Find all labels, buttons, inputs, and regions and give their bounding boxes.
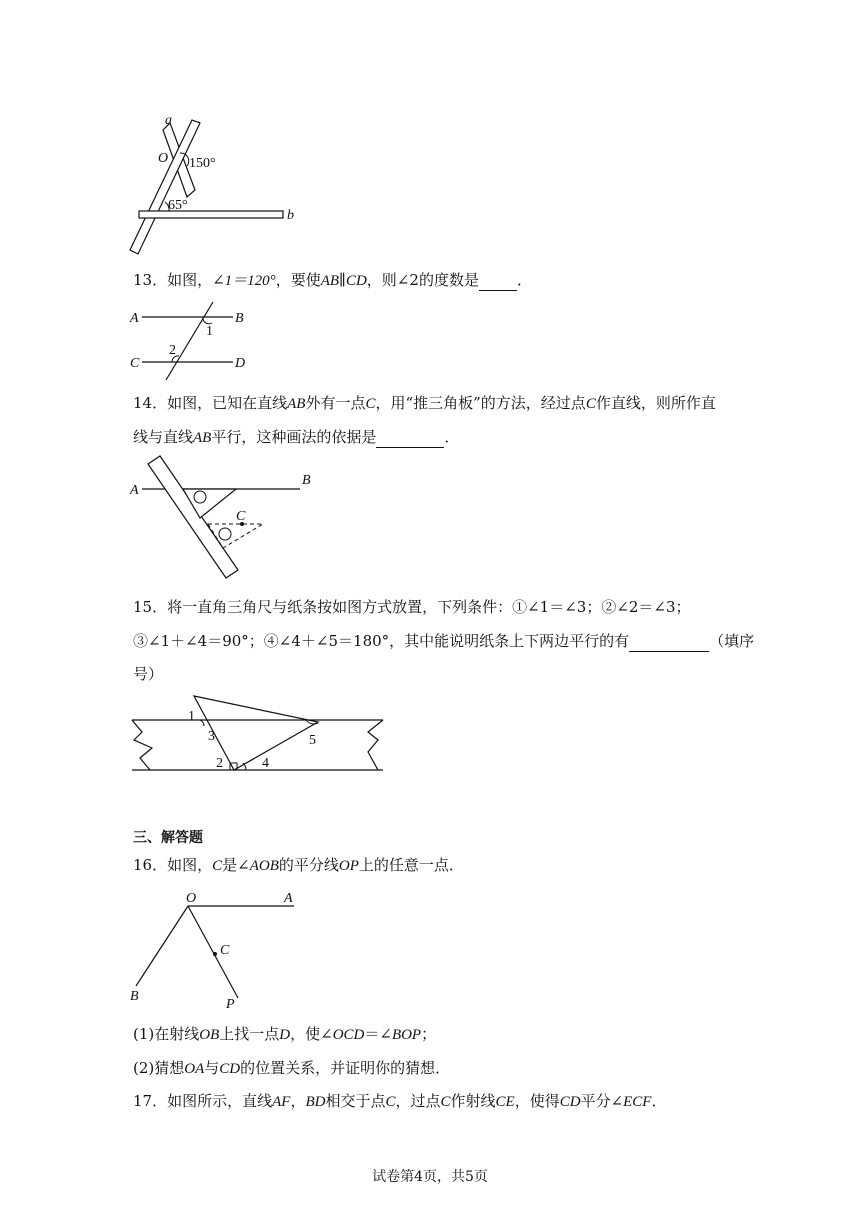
label-B: B <box>302 473 311 488</box>
label-3: 3 <box>208 729 215 744</box>
question-17: 17．如图所示，直线AF，BD相交于点C，过点C作射线CE，使得CD平分∠ECF． <box>133 1092 667 1110</box>
label-O: O <box>186 891 197 906</box>
figure-push-triangle <box>128 456 311 584</box>
label-150: 150° <box>189 156 216 171</box>
figure-parallel-lines-transversal <box>128 302 258 382</box>
figure-angle-bisector <box>128 888 308 1013</box>
label-P: P <box>226 997 235 1012</box>
question-15-line3: 号） <box>133 665 164 683</box>
section-title: 三、解答题 <box>133 830 203 846</box>
label-1: 1 <box>206 324 213 339</box>
question-number: 14． <box>133 394 168 412</box>
ruler <box>148 456 238 578</box>
label-2: 2 <box>169 343 176 358</box>
label-A: A <box>130 311 139 326</box>
question-13: 13．如图，∠1＝120°，要使AB∥CD，则∠2的度数是 ． <box>133 271 532 289</box>
question-15-line1: 15．将一直角三角尺与纸条按如图方式放置，下列条件：①∠1＝∠3；②∠2＝∠3； <box>133 598 691 616</box>
label-b: b <box>287 208 294 223</box>
figure-intersecting-strips <box>125 110 305 260</box>
question-14-line1: 14．如图，已知在直线AB外有一点C，用“推三角板”的方法，经过点C作直线，则所作直 <box>133 394 716 412</box>
label-B: B <box>235 311 244 326</box>
question-16: 16．如图，C是∠AOB的平分线OP上的任意一点． <box>133 856 464 874</box>
label-65: 65° <box>168 198 188 213</box>
question-number: 15． <box>133 598 168 616</box>
question-number: 16． <box>133 856 168 874</box>
question-number: 13． <box>133 271 168 289</box>
label-D: D <box>235 356 246 371</box>
strip-b <box>139 211 283 218</box>
label-a: a <box>165 113 172 128</box>
question-14-line2: 线与直线AB平行，这种画法的依据是 ． <box>133 428 460 446</box>
answer-blank[interactable] <box>629 631 709 652</box>
question-15-line2: ③∠1＋∠4＝90°；④∠4＋∠5＝180°，其中能说明纸条上下两边平行的有 （填序 <box>133 632 755 650</box>
page-footer: 试卷第4页，共5页 <box>372 1169 488 1185</box>
label-B: B <box>130 989 139 1004</box>
question-16-part2: (2)猜想OA与CD的位置关系，并证明你的猜想． <box>133 1059 451 1077</box>
label-4: 4 <box>262 756 269 771</box>
question-16-part1: (1)在射线OB上找一点D，使∠OCD＝∠BOP； <box>133 1025 437 1043</box>
label-C: C <box>220 943 230 958</box>
label-C: C <box>130 356 140 371</box>
label-5: 5 <box>309 733 316 748</box>
answer-blank[interactable] <box>376 427 444 448</box>
label-1: 1 <box>188 709 195 724</box>
label-A: A <box>130 483 139 498</box>
question-number: 17． <box>133 1092 168 1110</box>
label-A: A <box>284 891 293 906</box>
figure-triangle-on-strip <box>128 692 388 777</box>
label-C: C <box>236 509 246 524</box>
label-2: 2 <box>216 756 223 771</box>
label-O: O <box>158 151 169 166</box>
answer-blank[interactable] <box>479 270 517 291</box>
